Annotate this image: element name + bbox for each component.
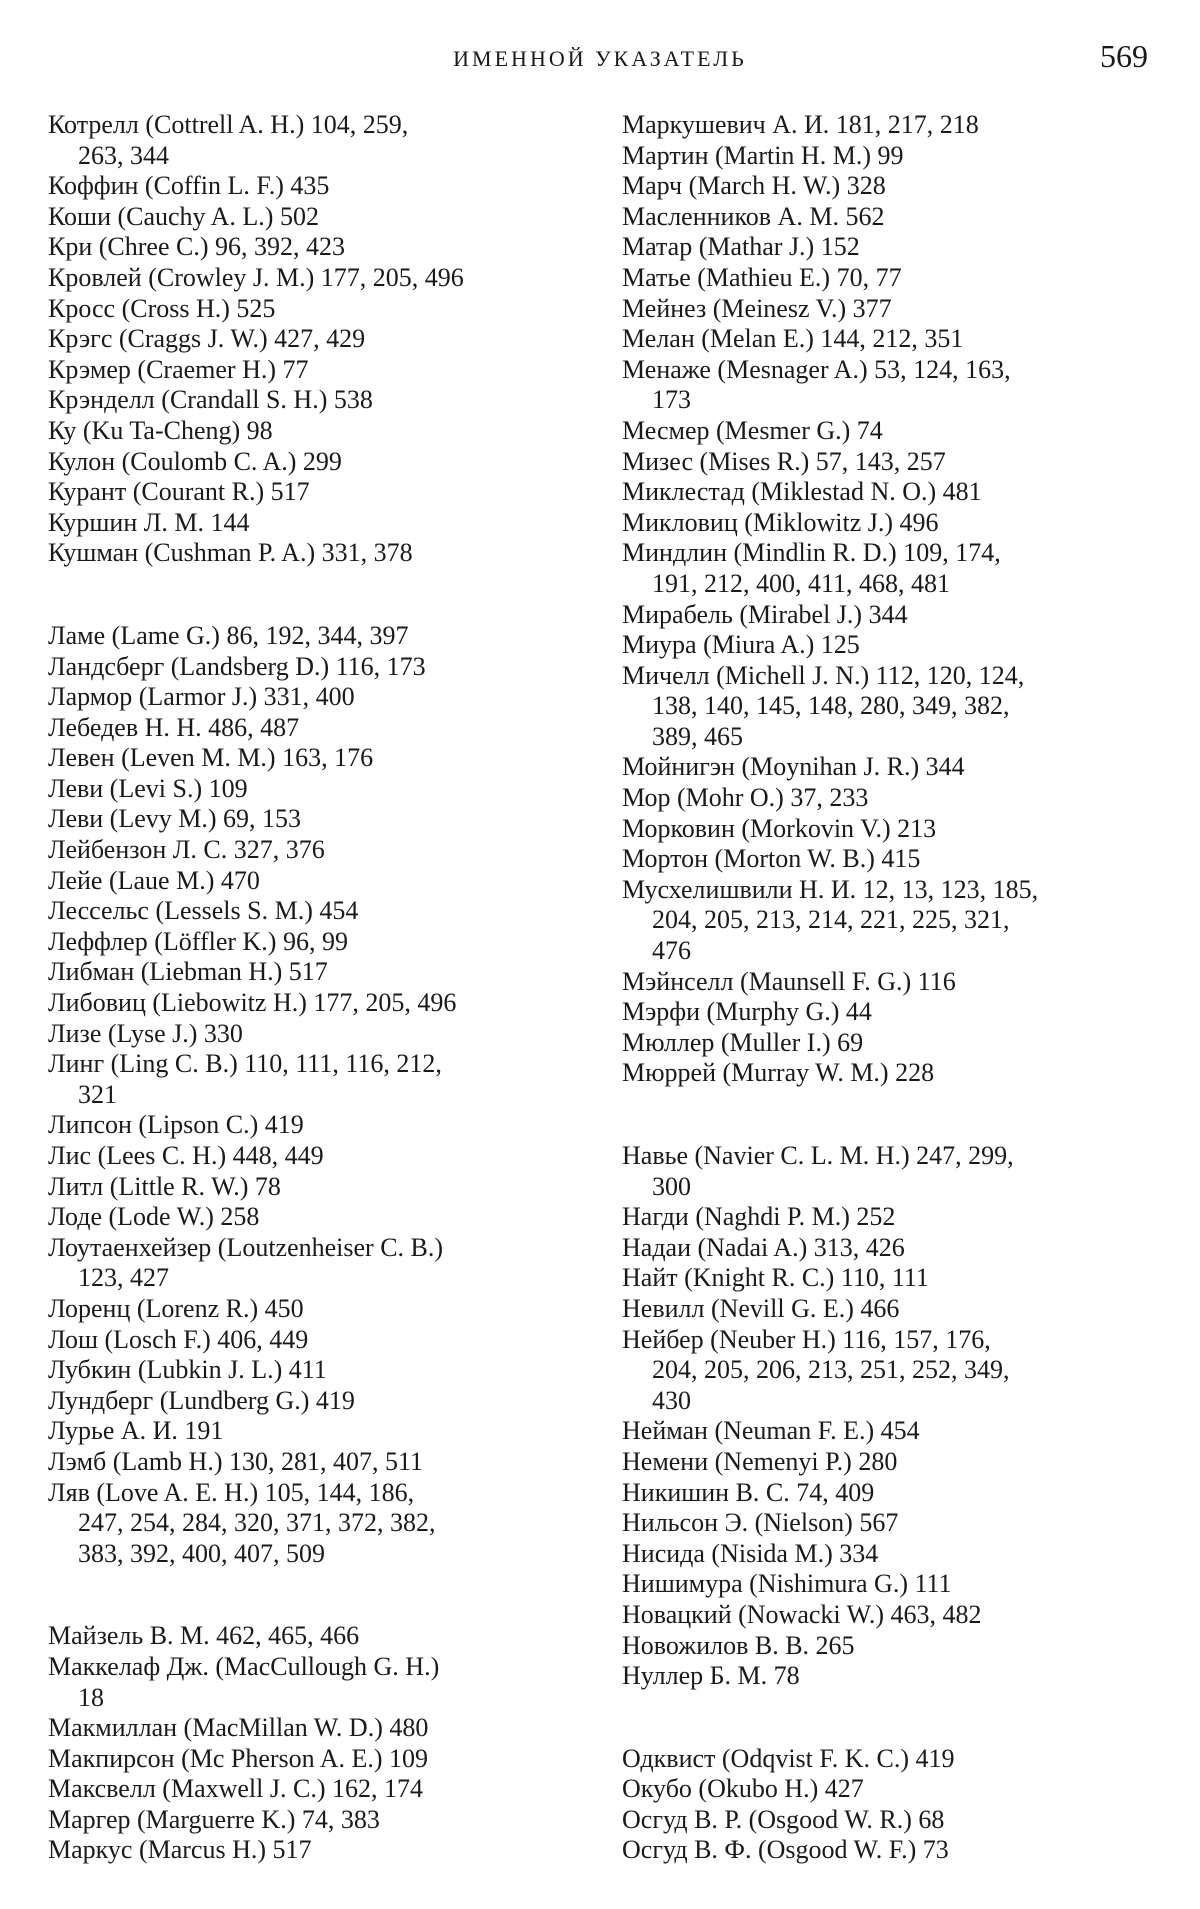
index-entry: Надаи (Nadai A.) 313, 426 [622, 1232, 905, 1262]
index-entry: Нагди (Naghdi P. M.) 252 [622, 1202, 896, 1232]
letter-group-separator [622, 1089, 1162, 1141]
index-entry: Мизес (Mises R.) 57, 143, 257 [622, 446, 946, 476]
index-column-right [622, 110, 1162, 1866]
index-entry: Миура (Miura A.) 125 [622, 630, 860, 660]
letter-group-separator [48, 569, 588, 621]
index-entry: Навье (Navier C. L. M. H.) 247, 299, 300 [622, 1141, 1014, 1201]
index-entry: Лессельс (Lessels S. M.) 454 [48, 896, 359, 926]
index-entry: Курант (Courant R.) 517 [48, 477, 310, 507]
index-entry: Масленников А. М. 562 [622, 201, 885, 231]
index-entry: Леви (Levy M.) 69, 153 [48, 804, 302, 834]
index-entry: Мэрфи (Murphy G.) 44 [622, 997, 872, 1027]
index-entry: Осгуд В. Р. (Osgood W. R.) 68 [622, 1804, 945, 1834]
index-entry: Миклестад (Miklestad N. O.) 481 [622, 477, 982, 507]
index-entry: Новацкий (Nowacki W.) 463, 482 [622, 1599, 982, 1629]
index-entry: Новожилов В. В. 265 [622, 1630, 855, 1660]
index-entry: Мортон (Morton W. B.) 415 [622, 844, 921, 874]
index-entry: Нишимура (Nishimura G.) 111 [622, 1569, 952, 1599]
index-entry: Кушман (Cushman P. A.) 331, 378 [48, 538, 413, 568]
index-entry: Котрелл (Cottrell A. H.) 104, 259, 263, 344 [48, 110, 409, 170]
letter-group-separator [622, 1692, 1162, 1744]
index-entry: Коши (Cauchy A. L.) 502 [48, 201, 319, 231]
index-entry: Лош (Losch F.) 406, 449 [48, 1324, 309, 1354]
index-entry: Ландсберг (Landsberg D.) 116, 173 [48, 651, 426, 681]
index-entry: Мэйнселл (Maunsell F. G.) 116 [622, 966, 956, 996]
index-entry: Левен (Leven M. M.) 163, 176 [48, 743, 374, 773]
index-entry: Морковин (Morkovin V.) 213 [622, 813, 937, 843]
index-entry: Лэмб (Lamb H.) 130, 281, 407, 511 [48, 1446, 424, 1476]
index-entry: Лейе (Laue M.) 470 [48, 865, 260, 895]
index-column-left [48, 110, 588, 1866]
index-entry: Кулон (Coulomb C. A.) 299 [48, 446, 342, 476]
index-entry: Невилл (Nevill G. E.) 466 [622, 1293, 900, 1323]
index-entry: Лоутаенхейзер (Loutzenheiser C. B.) 123, 427 [48, 1232, 444, 1293]
index-entry: Лоренц (Lorenz R.) 450 [48, 1293, 304, 1323]
index-entry: Мирабель (Mirabel J.) 344 [622, 599, 908, 629]
index-entry: Маккелаф Дж. (MacCullough G. H.) 18 [48, 1651, 440, 1712]
index-entry: Нисида (Nisida M.) 334 [622, 1538, 879, 1568]
index-entry: Майзель В. М. 462, 465, 466 [48, 1621, 360, 1651]
index-entry: Либовиц (Liebowitz H.) 177, 205, 496 [48, 988, 457, 1018]
index-entry: Коффин (Coffin L. F.) 435 [48, 171, 330, 201]
index-entry: Осгуд В. Ф. (Osgood W. F.) 73 [622, 1835, 949, 1865]
index-entry: Лейбензон Л. С. 327, 376 [48, 835, 325, 865]
index-entry: Маргер (Marguerre K.) 74, 383 [48, 1804, 380, 1834]
index-entry: Миндлин (Mindlin R. D.) 109, 174, 191, 212, 400, 411, 468, 481 [622, 538, 1001, 598]
index-entry: Мюллер (Muller I.) 69 [622, 1027, 864, 1057]
index-entry: Леффлер (Löffler K.) 96, 99 [48, 926, 348, 956]
index-entry: Литл (Little R. W.) 78 [48, 1171, 281, 1201]
index-entry: Немени (Nemenyi P.) 280 [622, 1446, 898, 1476]
index-entry: Лундберг (Lundberg G.) 419 [48, 1385, 355, 1415]
index-entry: Лоде (Lode W.) 258 [48, 1202, 260, 1232]
index-entry: Матар (Mathar J.) 152 [622, 232, 860, 262]
index-entry: Мартин (Martin H. M.) 99 [622, 140, 904, 170]
index-entry: Лармор (Larmor J.) 331, 400 [48, 682, 355, 712]
index-entry: Крэнделл (Crandall S. H.) 538 [48, 385, 373, 415]
page-number: 569 [1100, 38, 1148, 74]
index-entry: Менаже (Mesnager A.) 53, 124, 163, 173 [622, 354, 1011, 415]
index-entry: Мусхелишвили Н. И. 12, 13, 123, 185, 204, 205, 213, 214, 221, 225, 321, 476 [622, 874, 1039, 966]
index-entry: Кросс (Cross H.) 525 [48, 293, 276, 323]
index-entry: Никишин В. С. 74, 409 [622, 1477, 875, 1507]
index-entry: Марч (March H. W.) 328 [622, 171, 886, 201]
index-entry: Нуллер Б. М. 78 [622, 1661, 800, 1691]
index-entry: Микловиц (Miklowitz J.) 496 [622, 507, 939, 537]
index-entry: Мюррей (Murray W. M.) 228 [622, 1058, 935, 1088]
index-entry: Матье (Mathieu E.) 70, 77 [622, 262, 902, 292]
index-entry: Кровлей (Crowley J. M.) 177, 205, 496 [48, 262, 464, 292]
index-entry: Мейнез (Meinesz V.) 377 [622, 293, 892, 323]
index-entry: Крэмер (Craemer H.) 77 [48, 354, 309, 384]
index-entry: Лизе (Lyse J.) 330 [48, 1018, 243, 1048]
index-entry: Мелан (Melan E.) 144, 212, 351 [622, 324, 964, 354]
running-header [0, 38, 1200, 78]
index-entry: Макмиллан (MacMillan W. D.) 480 [48, 1713, 429, 1743]
index-entry: Ляв (Love A. E. H.) 105, 144, 186, 247, 254, 284, 320, 371, 372, 382, 383, 392, 400, 407, 509 [48, 1477, 436, 1568]
index-entry: Лубкин (Lubkin J. L.) 411 [48, 1355, 327, 1385]
index-entry: Мойнигэн (Moynihan J. R.) 344 [622, 752, 965, 782]
index-entry: Либман (Liebman H.) 517 [48, 957, 328, 987]
index-entry: Леви (Levi S.) 109 [48, 773, 248, 803]
index-entry: Лис (Lees C. H.) 448, 449 [48, 1141, 324, 1170]
index-entry: Макпирсон (Mc Pherson A. E.) 109 [48, 1743, 429, 1773]
index-entry: Маркушевич А. И. 181, 217, 218 [622, 110, 979, 139]
index-entry: Ламе (Lame G.) 86, 192, 344, 397 [48, 620, 409, 650]
index-entry: Кри (Chree C.) 96, 392, 423 [48, 232, 345, 262]
index-entry: Линг (Ling C. B.) 110, 111, 116, 212, 321 [48, 1049, 442, 1109]
index-entry: Месмер (Mesmer G.) 74 [622, 415, 883, 445]
index-entry: Нейбер (Neuber H.) 116, 157, 176, 204, 205, 206, 213, 251, 252, 349, 430 [622, 1324, 1010, 1415]
index-entry: Лебедев Н. Н. 486, 487 [48, 712, 300, 742]
index-entry: Нильсон Э. (Nielson) 567 [622, 1508, 899, 1538]
index-entry: Найт (Knight R. C.) 110, 111 [622, 1263, 929, 1293]
index-entry: Куршин Л. М. 144 [48, 507, 250, 537]
index-entry: Крэгс (Craggs J. W.) 427, 429 [48, 324, 366, 354]
index-entry: Мичелл (Michell J. N.) 112, 120, 124, 138, 140, 145, 148, 280, 349, 382, 389, 465 [622, 660, 1025, 751]
index-entry: Мор (Mohr O.) 37, 233 [622, 783, 869, 813]
index-entry: Одквист (Odqvist F. K. C.) 419 [622, 1743, 955, 1773]
running-title: ИМЕННОЙ УКАЗАТЕЛЬ [453, 46, 747, 71]
index-entry: Лурье А. И. 191 [48, 1416, 224, 1446]
index-entry: Максвелл (Maxwell J. C.) 162, 174 [48, 1774, 423, 1804]
index-entry: Липсон (Lipson C.) 419 [48, 1110, 304, 1140]
index-entry: Ку (Ku Ta-Cheng) 98 [48, 415, 273, 445]
index-entry: Нейман (Neuman F. E.) 454 [622, 1416, 920, 1446]
index-entry: Окубо (Okubo H.) 427 [622, 1774, 864, 1804]
index-entry: Маркус (Marcus H.) 517 [48, 1835, 312, 1865]
letter-group-separator [48, 1569, 588, 1621]
